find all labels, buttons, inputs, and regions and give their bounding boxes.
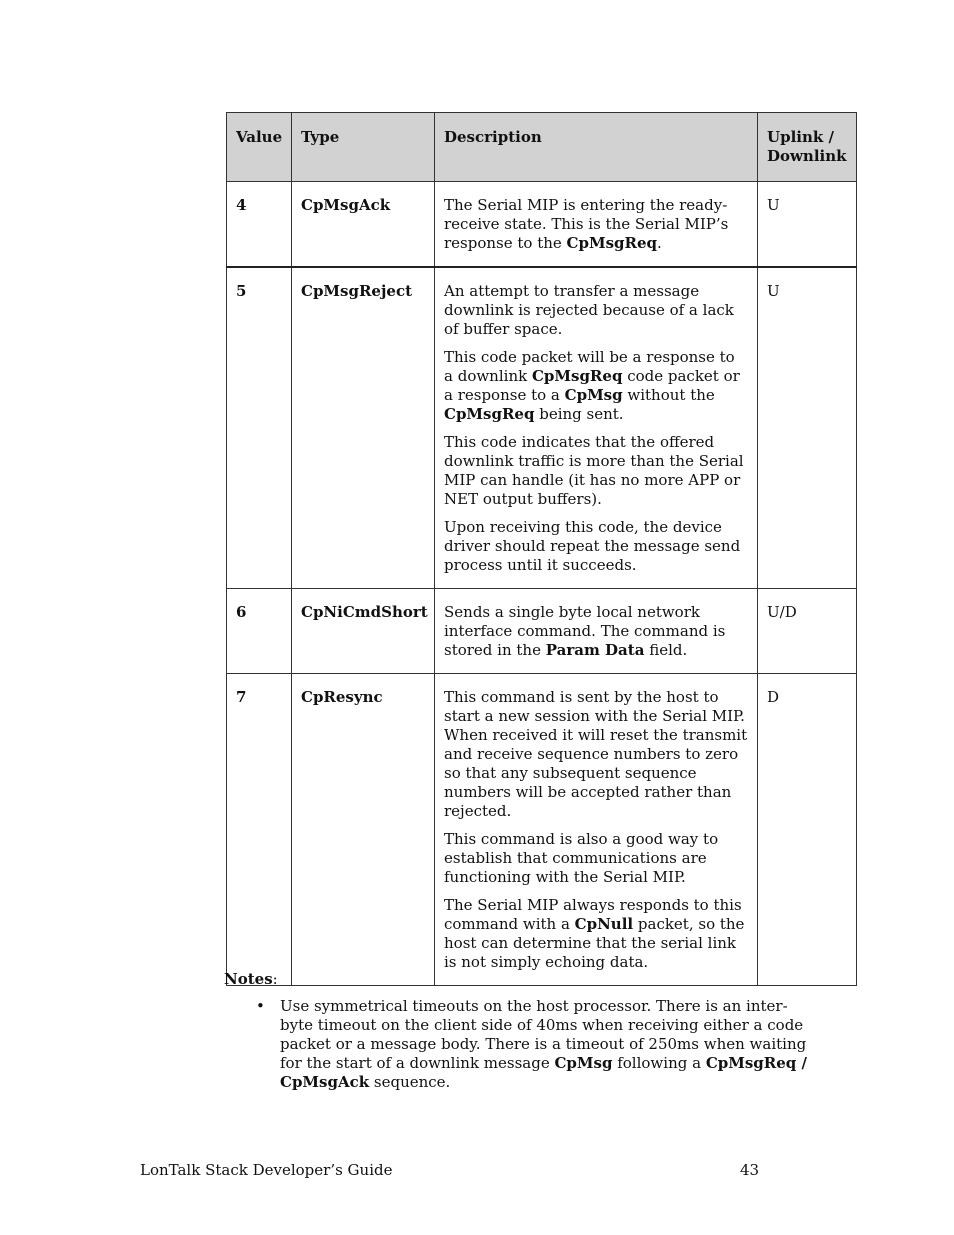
cell-description <box>435 182 758 268</box>
description-paragraph <box>444 518 748 575</box>
header-uplink-downlink: Uplink / Downlink <box>758 113 857 182</box>
header-description: Description <box>435 113 758 182</box>
text-run: being sent. <box>534 405 624 423</box>
bold-term: CpMsgReq <box>444 405 535 423</box>
text-run: following a <box>612 1054 706 1072</box>
text-run: This code packet will be a response to a downlink <box>444 348 735 385</box>
cell-value: 5 <box>227 267 292 589</box>
text-run: This code indicates that the offered downlink traffic is more than the Serial MIP can handle (it has no more APP or NET output buffers). <box>444 433 744 508</box>
bold-term: Param Data <box>545 641 645 659</box>
table-row <box>227 267 857 589</box>
bullet-icon: • <box>256 997 265 1015</box>
table-row <box>227 182 857 268</box>
cell-type: CpNiCmdShort <box>292 589 435 674</box>
text-run: Sends a single byte local network interface command. The command is stored in the <box>444 603 726 659</box>
cell-type: CpResync <box>292 674 435 986</box>
cell-value: 6 <box>227 589 292 674</box>
cell-direction: U/D <box>758 589 857 674</box>
text-run: packet, so the host can determine that the serial link is not simply echoing data. <box>444 915 745 971</box>
bold-term: CpMsgReq <box>531 367 623 385</box>
text-run: sequence. <box>369 1073 451 1091</box>
cell-description <box>435 267 758 589</box>
description-paragraph <box>444 348 748 424</box>
description-paragraph <box>444 603 748 660</box>
text-run: without the <box>622 386 715 404</box>
text-run: field. <box>644 641 688 659</box>
description-paragraph <box>444 688 748 821</box>
text-run: An attempt to transfer a message downlink is rejected because of a lack of buffer space. <box>444 282 734 338</box>
description-paragraph <box>444 433 748 509</box>
cell-description <box>435 589 758 674</box>
header-type: Type <box>292 113 435 182</box>
cell-direction: D <box>758 674 857 986</box>
header-value: Value <box>227 113 292 182</box>
notes-label-colon: : <box>272 970 278 988</box>
description-paragraph <box>444 896 748 972</box>
bold-term: CpMsgReq <box>566 234 658 252</box>
cell-type: CpMsgReject <box>292 267 435 589</box>
bold-term: CpMsg <box>564 386 623 404</box>
cell-value: 7 <box>227 674 292 986</box>
text-run: The Serial MIP is entering the ready-receive state. This is the Serial MIP’s response to the <box>444 196 729 252</box>
cell-direction: U <box>758 182 857 268</box>
text-run: Use symmetrical timeouts on the host processor. There is an inter-byte timeout on the client side of 40ms when receiving either a code packet or a message body. There is a timeout of 250ms when waiting for the start of a downlink message <box>280 997 807 1072</box>
text-run: Upon receiving this code, the device driver should repeat the message send process until it succeeds. <box>444 518 741 574</box>
notes-list <box>256 997 816 1092</box>
cell-direction: U <box>758 267 857 589</box>
footer-title: LonTalk Stack Developer’s Guide <box>140 1161 393 1179</box>
table-header-row <box>227 113 857 182</box>
text-run: code packet or a response to a <box>444 367 740 404</box>
notes-label-text: Notes <box>224 970 273 988</box>
table-row <box>227 674 857 986</box>
table-row <box>227 589 857 674</box>
cell-type: CpMsgAck <box>292 182 435 268</box>
text-run: This command is also a good way to establish that communications are functioning with the Serial MIP. <box>444 830 719 886</box>
text-run: . <box>657 234 662 252</box>
text-run: The Serial MIP always responds to this command with a <box>444 896 742 933</box>
notes-label <box>224 970 278 988</box>
description-paragraph <box>444 830 748 887</box>
cell-value: 4 <box>227 182 292 268</box>
text-run: This command is sent by the host to start a new session with the Serial MIP. When received it will reset the transmit and receive sequence numbers to zero so that any subsequent sequence numbers will be accepted rather than rejected. <box>444 688 748 820</box>
description-paragraph <box>444 196 748 253</box>
code-packet-table <box>226 112 857 986</box>
table-body <box>227 182 857 986</box>
page-number: 43 <box>740 1161 760 1179</box>
description-paragraph <box>444 282 748 339</box>
bold-term: CpMsgReq / CpMsgAck <box>280 1054 807 1091</box>
bold-term: CpNull <box>574 915 634 933</box>
cell-description <box>435 674 758 986</box>
bold-term: CpMsg <box>554 1054 613 1072</box>
note-item <box>256 997 816 1092</box>
